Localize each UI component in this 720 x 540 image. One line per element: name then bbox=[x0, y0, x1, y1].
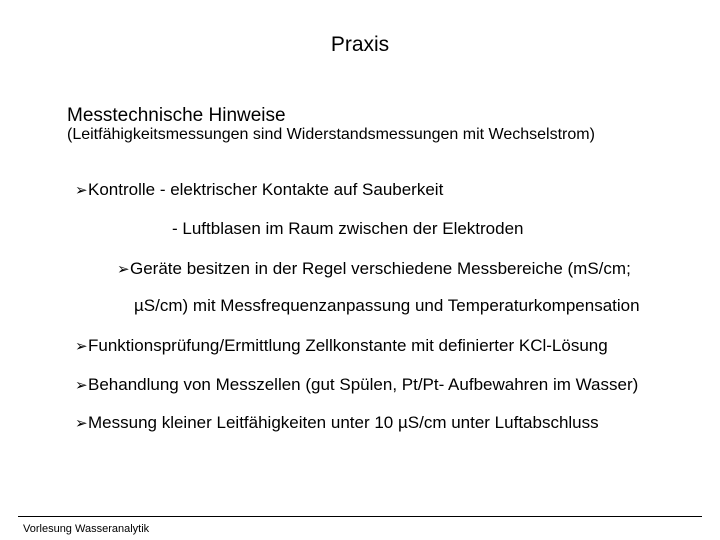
bullet-funktion bbox=[75, 336, 608, 356]
arrow-bullet-icon: ➢ bbox=[75, 338, 88, 355]
bullet-text: Kontrolle - elektrischer Kontakte auf Sauberkeit bbox=[88, 180, 444, 199]
section-subheading: (Leitfähigkeitsmessungen sind Widerstandsmessungen mit Wechselstrom) bbox=[67, 126, 595, 143]
bullet-messung bbox=[75, 413, 599, 433]
arrow-bullet-icon: ➢ bbox=[117, 261, 130, 278]
arrow-bullet-icon: ➢ bbox=[75, 182, 88, 199]
bullet-kontrolle-continuation: - Luftblasen im Raum zwischen der Elektroden bbox=[172, 219, 524, 238]
bullet-geraete-continuation: µS/cm) mit Messfrequenzanpassung und Temperaturkompensation bbox=[134, 296, 640, 315]
footer-text: Vorlesung Wasseranalytik bbox=[23, 523, 150, 535]
slide-title: Praxis bbox=[330, 33, 390, 56]
bullet-behandlung bbox=[75, 375, 638, 395]
bullet-text: Funktionsprüfung/Ermittlung Zellkonstante mit definierter KCl-Lösung bbox=[88, 336, 608, 355]
arrow-bullet-icon: ➢ bbox=[75, 415, 88, 432]
section-heading: Messtechnische Hinweise bbox=[67, 105, 286, 126]
bullet-text: Behandlung von Messzellen (gut Spülen, Pt/Pt- Aufbewahren im Wasser) bbox=[88, 375, 639, 394]
bullet-kontrolle bbox=[75, 180, 443, 200]
arrow-bullet-icon: ➢ bbox=[75, 377, 88, 394]
bullet-text: Geräte besitzen in der Regel verschiedene Messbereiche (mS/cm; bbox=[130, 259, 631, 278]
bullet-text: Messung kleiner Leitfähigkeiten unter 10 µS/cm unter Luftabschluss bbox=[88, 413, 599, 432]
bullet-geraete bbox=[117, 259, 631, 279]
footer-divider bbox=[18, 516, 702, 517]
